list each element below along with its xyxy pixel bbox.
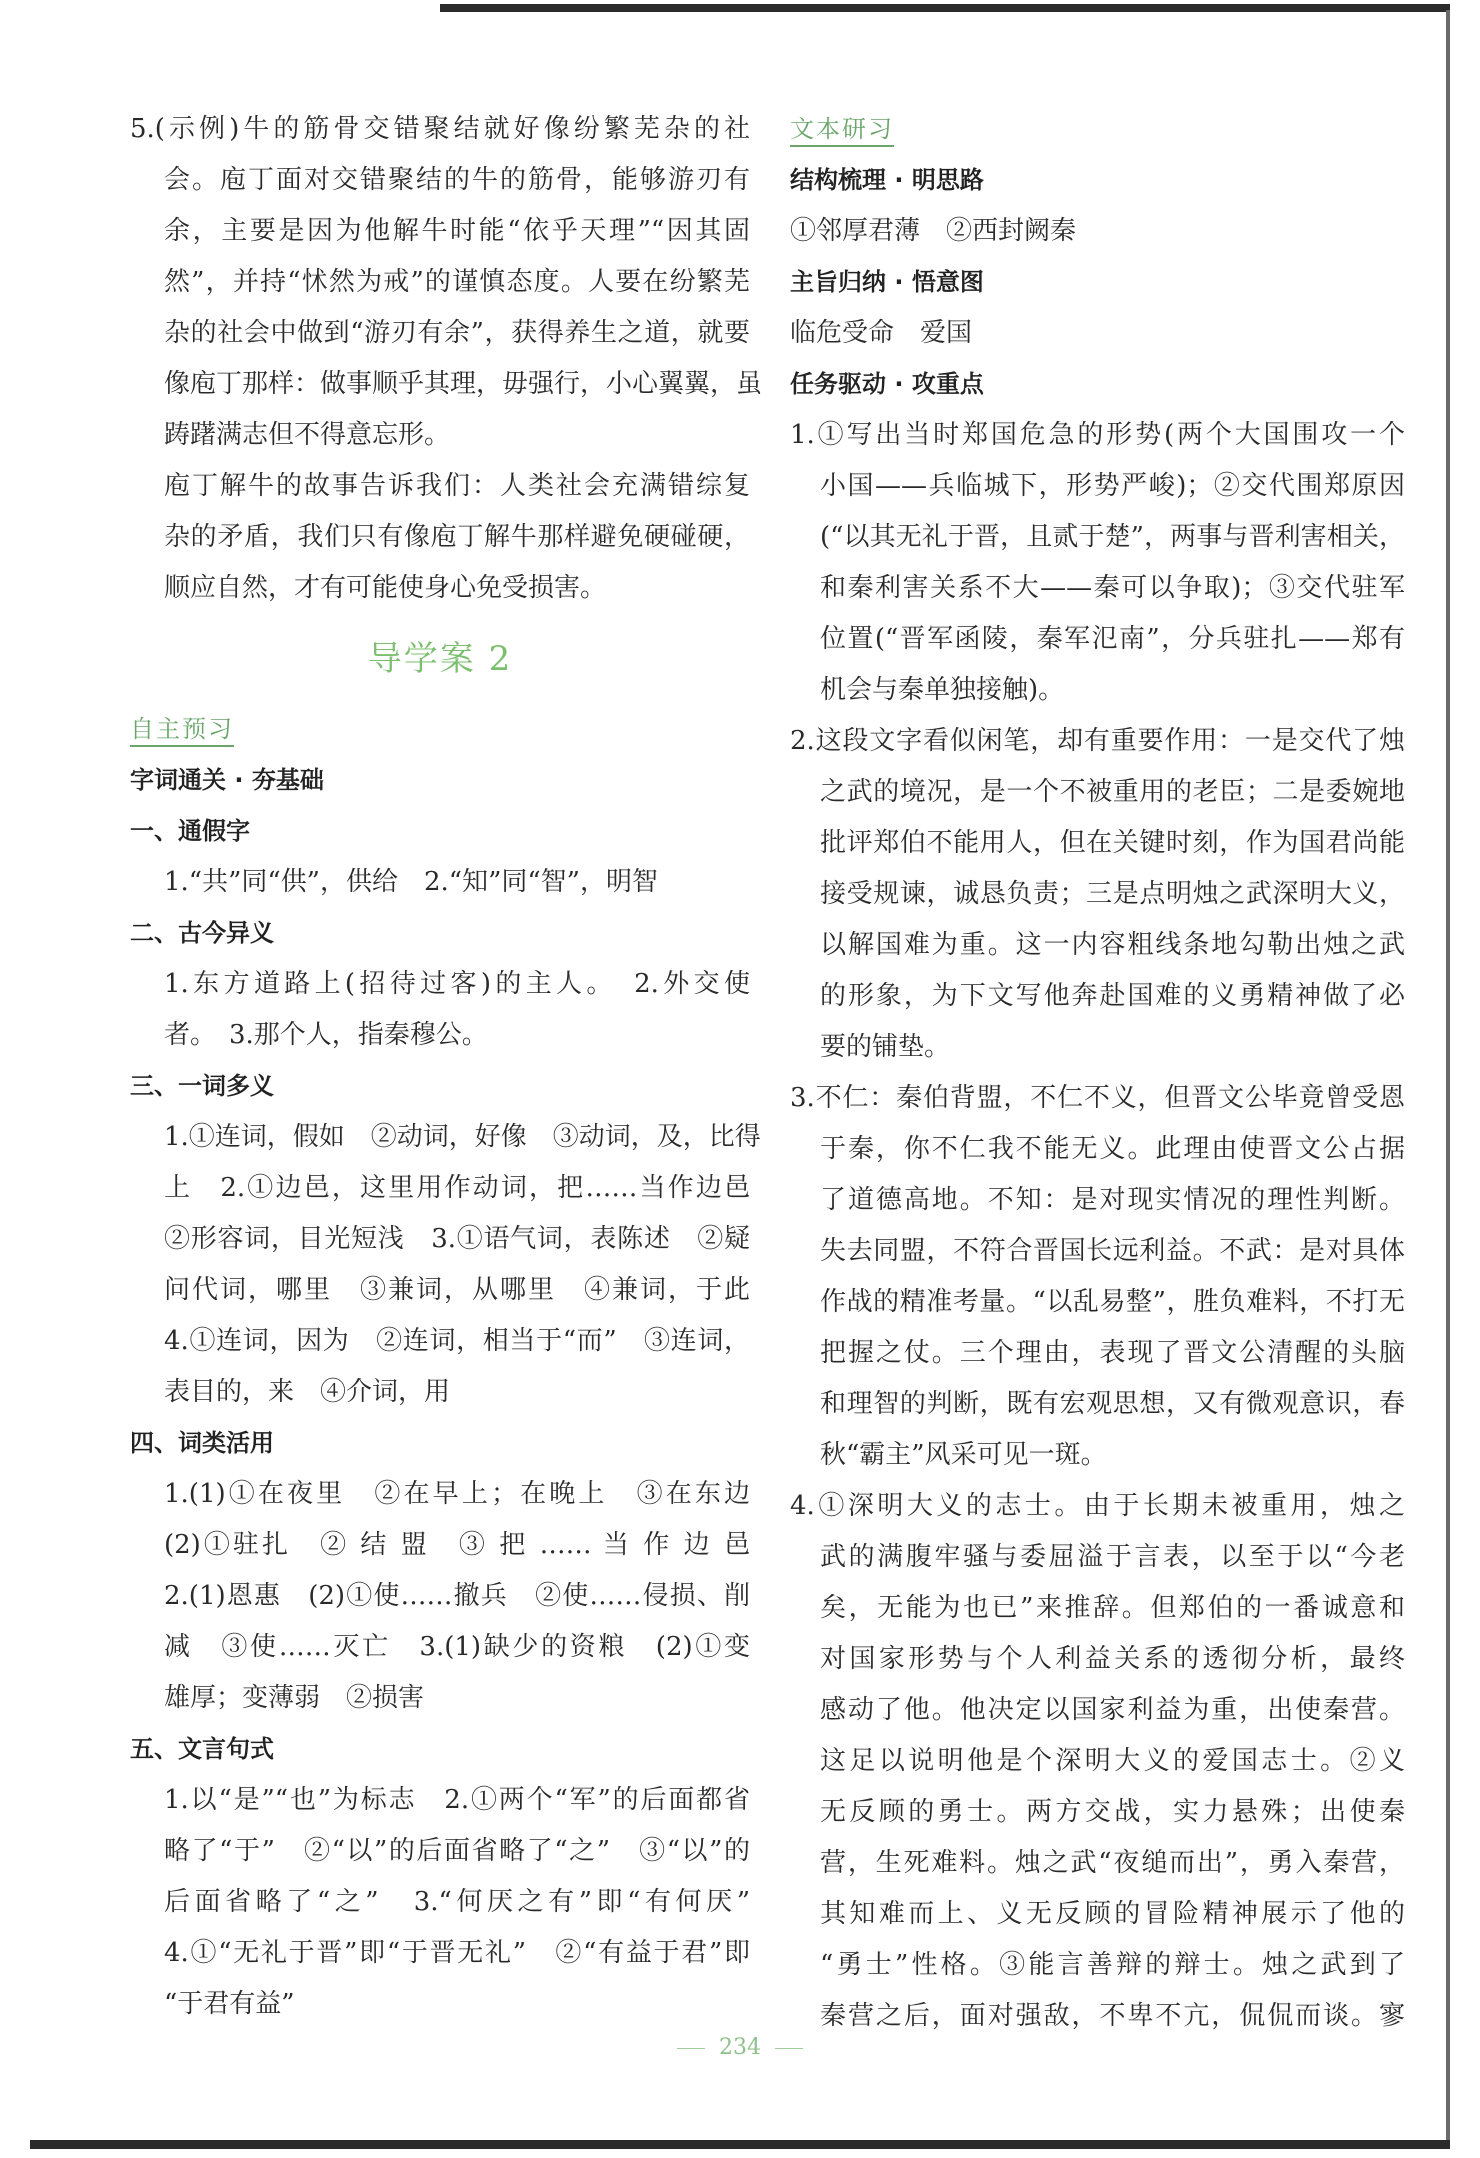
text-line: 4.①深明大义的志士。由于长期未被重用，烛之 <box>790 1491 1405 1521</box>
text-line: 2.这段文字看似闲笔，却有重要作用：一是交代了烛 <box>790 726 1405 756</box>
text-line: 的形象，为下文写他奔赴国难的义勇精神做了必 <box>820 981 1405 1011</box>
text-line: 1.(1)①在夜里 ②在早上；在晚上 ③在东边 <box>164 1479 750 1509</box>
text-line: 了道德高地。不知：是对现实情况的理性判断。 <box>820 1185 1405 1215</box>
text-line: “勇士”性格。③能言善辩的辩士。烛之武到了 <box>820 1950 1405 1980</box>
text-line: 以解国难为重。这一内容粗线条地勾勒出烛之武 <box>820 930 1405 960</box>
heading-wenyanjushi: 五、文言句式 <box>130 1735 274 1763</box>
text-line: 批评郑伯不能用人，但在关键时刻，作为国君尚能 <box>820 828 1405 858</box>
text-line: ②形容词，目光短浅 3.①语气词，表陈述 ②疑 <box>164 1224 750 1254</box>
text-line: 感动了他。他决定以国家利益为重，出使秦营。 <box>820 1695 1405 1725</box>
text-line: 接受规谏，诚恳负责；三是点明烛之武深明大义， <box>820 879 1405 909</box>
text-line: 机会与秦单独接触)。 <box>820 675 1065 705</box>
text-line: 1.①写出当时郑国危急的形势(两个大国围攻一个 <box>790 420 1405 450</box>
text-line: 要的铺垫。 <box>820 1032 951 1062</box>
text-line: 杂的社会中做到“游刃有余”，获得养生之道，就要 <box>164 318 750 348</box>
text-line: 秦营之后，面对强敌，不卑不亢，侃侃而谈。寥 <box>820 2001 1405 2031</box>
text-line: ①邻厚君薄 ②西封阙秦 <box>790 216 1077 246</box>
heading-cileihuoyong: 四、词类活用 <box>130 1429 274 1457</box>
answer-5 <box>130 104 763 614</box>
tag-preview <box>130 704 750 755</box>
text-line: 4.①“无礼于晋”即“于晋无礼” ②“有益于君”即 <box>164 1938 750 1968</box>
heading-gujinyiyi: 二、古今异义 <box>130 919 274 947</box>
text-line: 1.①连词，假如 ②动词，好像 ③动词，及，比得 <box>164 1122 761 1152</box>
heading-task: 任务驱动 · 攻重点 <box>790 370 984 398</box>
scan-edge-bottom <box>30 2140 1450 2149</box>
scan-edge-top <box>440 4 1450 12</box>
task-4 <box>790 1481 1405 2042</box>
page-number-dash-left <box>677 2048 705 2049</box>
text-line: 雄厚；变薄弱 ②损害 <box>164 1683 425 1713</box>
text-line: 上 2.①边邑，这里用作动词，把……当作边邑 <box>164 1173 750 1203</box>
text-line: 2.(1)恩惠 (2)①使……撤兵 ②使……侵损、削 <box>164 1581 750 1611</box>
text-line: 表目的，来 ④介词，用 <box>164 1377 451 1407</box>
text-line: “于君有益” <box>164 1989 295 2019</box>
text-line: 营，生死难料。烛之武“夜缒而出”，勇入秦营， <box>820 1848 1405 1878</box>
text-line: 者。 3.那个人，指秦穆公。 <box>164 1020 488 1050</box>
text-line: 5.(示例)牛的筋骨交错聚结就好像纷繁芜杂的社 <box>130 114 750 144</box>
text-line: 秋“霸主”风采可见一斑。 <box>820 1440 1107 1470</box>
section-title: 导学案 2 <box>367 639 513 679</box>
text-line: 1.“共”同“供”，供给 2.“知”同“智”，明智 <box>164 867 658 897</box>
text-line: 庖丁解牛的故事告诉我们：人类社会充满错综复 <box>164 471 750 501</box>
right-column <box>790 104 1405 2042</box>
text-line: 杂的矛盾，我们只有像庖丁解牛那样避免硬碰硬， <box>164 522 750 552</box>
text-line: 顺应自然，才有可能使身心免受损害。 <box>164 573 607 603</box>
text-line: 武的满腹牢骚与委屈溢于言表，以至于以“今老 <box>820 1542 1405 1572</box>
text-line: (“以其无礼于晋，且贰于楚”，两事与晋利害相关， <box>820 522 1405 552</box>
text-line: 临危受命 爱国 <box>790 318 973 348</box>
page-number <box>0 2035 1480 2060</box>
text-line: 减 ③使……灭亡 3.(1)缺少的资粮 (2)①变 <box>164 1632 750 1662</box>
page-number-dash-right <box>775 2048 803 2049</box>
text-line: 会。庖丁面对交错聚结的牛的筋骨，能够游刃有 <box>164 165 750 195</box>
text-line: 作战的精准考量。“以乱易整”，胜负难料，不打无 <box>820 1287 1405 1317</box>
text-line: 和秦利害关系不大——秦可以争取)；③交代驻军 <box>820 573 1405 603</box>
text-line: 矣，无能为也已”来推辞。但郑伯的一番诚意和 <box>820 1593 1405 1623</box>
tag-preview-label: 自主预习 <box>130 715 234 747</box>
text-line: 和理智的判断，既有宏观思想，又有微观意识，春 <box>820 1389 1405 1419</box>
heading-tongjiazi: 一、通假字 <box>130 817 250 845</box>
left-column <box>130 104 763 2030</box>
text-line: 后面省略了“之” 3.“何厌之有”即“有何厌” <box>164 1887 750 1917</box>
task-2 <box>790 716 1405 1073</box>
heading-yiciduoyi: 三、一词多义 <box>130 1072 274 1100</box>
heading-words: 字词通关 · 夯基础 <box>130 766 324 794</box>
text-line: 略了“于” ②“以”的后面省略了“之” ③“以”的 <box>164 1836 750 1866</box>
text-line: 3.不仁：秦伯背盟，不仁不义，但晋文公毕竟曾受恩 <box>790 1083 1405 1113</box>
text-line: (2)①驻扎 ② 结 盟 ③ 把 …… 当 作 边 邑 <box>164 1530 750 1560</box>
text-line: 失去同盟，不符合晋国长远利益。不武：是对具体 <box>820 1236 1405 1266</box>
task-3 <box>790 1073 1405 1481</box>
text-line: 对国家形势与个人利益关系的透彻分析，最终 <box>820 1644 1405 1674</box>
text-line: 问代词，哪里 ③兼词，从哪里 ④兼词，于此 <box>164 1275 750 1305</box>
text-line: 其知难而上、义无反顾的冒险精神展示了他的 <box>820 1899 1405 1929</box>
text-line: 1.东方道路上(招待过客)的主人。 2.外交使 <box>164 969 750 999</box>
tag-study-label: 文本研习 <box>790 115 894 147</box>
scan-edge-right <box>1446 10 1450 2145</box>
heading-structure: 结构梳理 · 明思路 <box>790 166 984 194</box>
page-number-text: 234 <box>719 2035 761 2060</box>
text-line: 这足以说明他是个深明大义的爱国志士。②义 <box>820 1746 1405 1776</box>
tag-study <box>790 104 1405 155</box>
text-line: 1.以“是”“也”为标志 2.①两个“军”的后面都省 <box>164 1785 750 1815</box>
text-line: 然”，并持“怵然为戒”的谨慎态度。人要在纷繁芜 <box>164 267 750 297</box>
text-line: 小国——兵临城下，形势严峻)；②交代围郑原因 <box>820 471 1405 501</box>
text-line: 把握之仗。三个理由，表现了晋文公清醒的头脑 <box>820 1338 1405 1368</box>
text-line: 踌躇满志但不得意忘形。 <box>164 420 451 450</box>
text-line: 像庖丁那样：做事顺乎其理，毋强行，小心翼翼，虽 <box>164 369 763 399</box>
text-line: 于秦，你不仁我不能无义。此理由使晋文公占据 <box>820 1134 1405 1164</box>
text-line: 之武的境况，是一个不被重用的老臣；二是委婉地 <box>820 777 1405 807</box>
text-line: 余，主要是因为他解牛时能“依乎天理”“因其固 <box>164 216 750 246</box>
task-1 <box>790 410 1405 716</box>
text-line: 4.①连词，因为 ②连词，相当于“而” ③连词， <box>164 1326 750 1356</box>
heading-theme: 主旨归纳 · 悟意图 <box>790 268 984 296</box>
text-line: 无反顾的勇士。两方交战，实力悬殊；出使秦 <box>820 1797 1405 1827</box>
text-line: 位置(“晋军函陵，秦军氾南”，分兵驻扎——郑有 <box>820 624 1405 654</box>
